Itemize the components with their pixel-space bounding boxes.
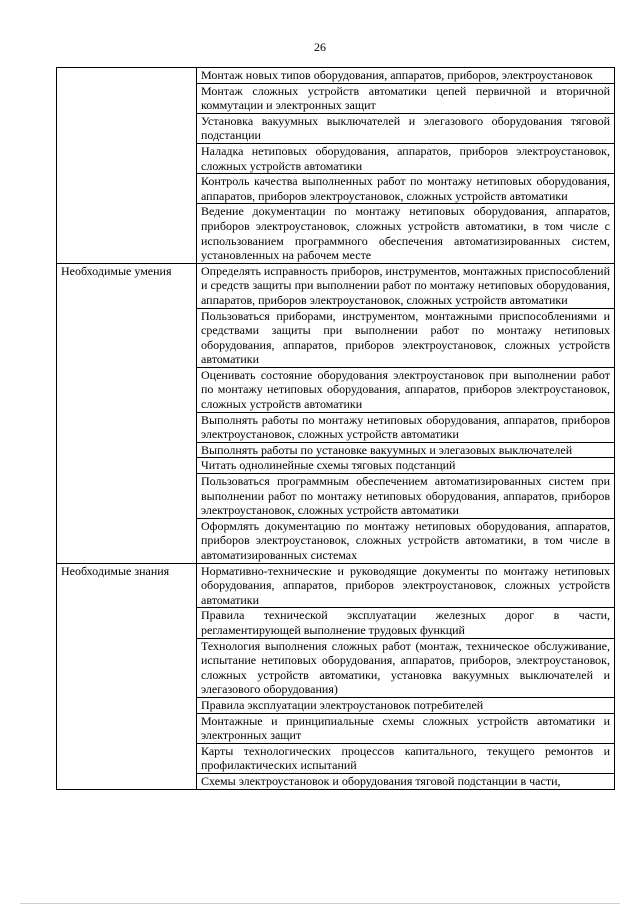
page-number: 26	[314, 40, 326, 54]
section-item-text: Оформлять документацию по монтажу нетиповых оборудования, аппаратов, приборов электроустановок, сложных устройств автоматики, в том числе в автоматизированных системах	[197, 518, 615, 563]
section-item-text: Правила эксплуатации электроустановок потребителей	[197, 697, 615, 713]
section-item-text: Определять исправность приборов, инструментов, монтажных приспособлений и средств защиты при выполнении работ по монтажу нетиповых оборудования, аппаратов, приборов электроустановок, сложных устройств автоматики	[197, 263, 615, 308]
section-item-text: Монтажные и принципиальные схемы сложных устройств автоматики и электронных защит	[197, 713, 615, 743]
section-item-text: Наладка нетиповых оборудования, аппаратов, приборов электроустановок, сложных устройств автоматики	[197, 143, 615, 173]
section-item-text: Выполнять работы по установке вакуумных и элегазовых выключателей	[197, 442, 615, 458]
section-item-text: Правила технической эксплуатации железных дорог в части, регламентирующей выполнение трудовых функций	[197, 608, 615, 638]
competency-table	[56, 67, 615, 790]
section-item-text: Монтаж сложных устройств автоматики цепей первичной и вторичной коммутации и электронных защит	[197, 83, 615, 113]
section-item-text: Технология выполнения сложных работ (монтаж, техническое обслуживание, испытание нетиповых оборудования, аппаратов, приборов, электроустановок, сложных устройств автоматики, установка вакуумных выключателей и элегазового оборудования)	[197, 638, 615, 697]
section-item-text: Карты технологических процессов капитального, текущего ремонтов и профилактических испытаний	[197, 743, 615, 773]
competency-table-body	[57, 68, 615, 790]
table-row	[57, 563, 615, 608]
section-label: Необходимые знания	[57, 563, 197, 789]
section-label	[57, 68, 197, 264]
section-item-text: Установка вакуумных выключателей и элегазового оборудования тяговой подстанции	[197, 113, 615, 143]
section-item-text: Оценивать состояние оборудования электроустановок при выполнении работ по монтажу нетиповых оборудования, аппаратов, приборов электроустановок, сложных устройств автоматики	[197, 367, 615, 412]
section-item-text: Пользоваться приборами, инструментом, монтажными приспособлениями и средствами защиты при выполнении работ по монтажу нетиповых оборудования, аппаратов, приборов электроустановок, сложных устройств автоматики	[197, 308, 615, 367]
table-row	[57, 263, 615, 308]
section-label: Необходимые умения	[57, 263, 197, 563]
section-item-text: Пользоваться программным обеспечением автоматизированных систем при выполнении работ по монтажу нетиповых оборудования, аппаратов, приборов электроустановок, сложных устройств автоматики	[197, 474, 615, 519]
section-item-text: Ведение документации по монтажу нетиповых оборудования, аппаратов, приборов электроустановок, сложных устройств автоматики, в том числе с использованием программного обеспечения автоматизированных систем, установленных на рабочем месте	[197, 204, 615, 263]
table-row	[57, 68, 615, 84]
section-item-text: Контроль качества выполненных работ по монтажу нетиповых оборудования, аппаратов, приборов электроустановок, сложных устройств автоматики	[197, 174, 615, 204]
section-item-text: Выполнять работы по монтажу нетиповых оборудования, аппаратов, приборов электроустановок, сложных устройств автоматики	[197, 412, 615, 442]
section-item-text: Схемы электроустановок и оборудования тяговой подстанции в части,	[197, 773, 615, 789]
section-item-text: Монтаж новых типов оборудования, аппаратов, приборов, электроустановок	[197, 68, 615, 84]
page-bottom-edge	[20, 903, 620, 904]
section-item-text: Читать однолинейные схемы тяговых подстанций	[197, 458, 615, 474]
section-item-text: Нормативно-технические и руководящие документы по монтажу нетиповых оборудования, аппаратов, приборов электроустановок, сложных устройств автоматики	[197, 563, 615, 608]
